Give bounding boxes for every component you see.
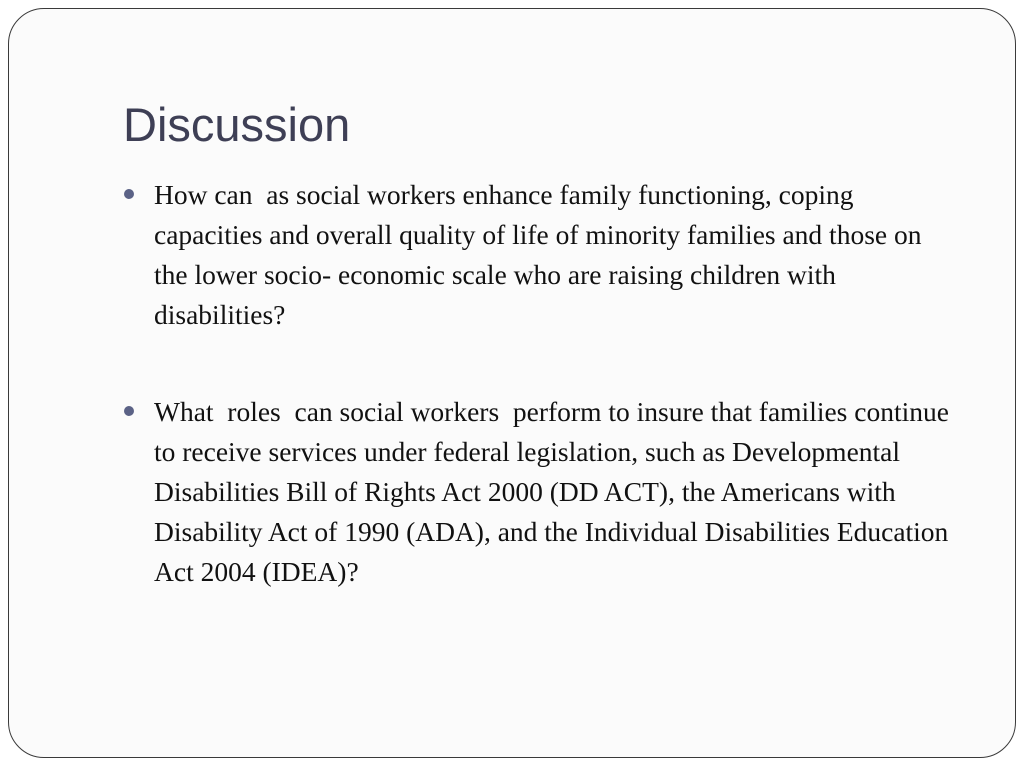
bullet-text: How can as social workers enhance family functioning, coping capacities and overall quality of life of minority families and those on the lower socio- economic scale who are raising children with disabilities? [154,179,929,330]
slide-title: Discussion [123,98,351,151]
bullet-text: What roles can social workers perform to insure that families continue to receive services under federal legislation, such as Developmental Disabilities Bill of Rights Act 2000 (DD ACT), the Americans with Disability Act of 1990 (ADA), and the Individual Disabilities Education Act 2004 (IDEA)? [154,396,956,587]
bullet-item [121,392,961,592]
bullet-dot-icon [124,406,134,416]
bullet-list [121,175,961,592]
bullet-item [121,175,961,335]
slide-frame [8,8,1016,758]
bullet-dot-icon [124,189,134,199]
